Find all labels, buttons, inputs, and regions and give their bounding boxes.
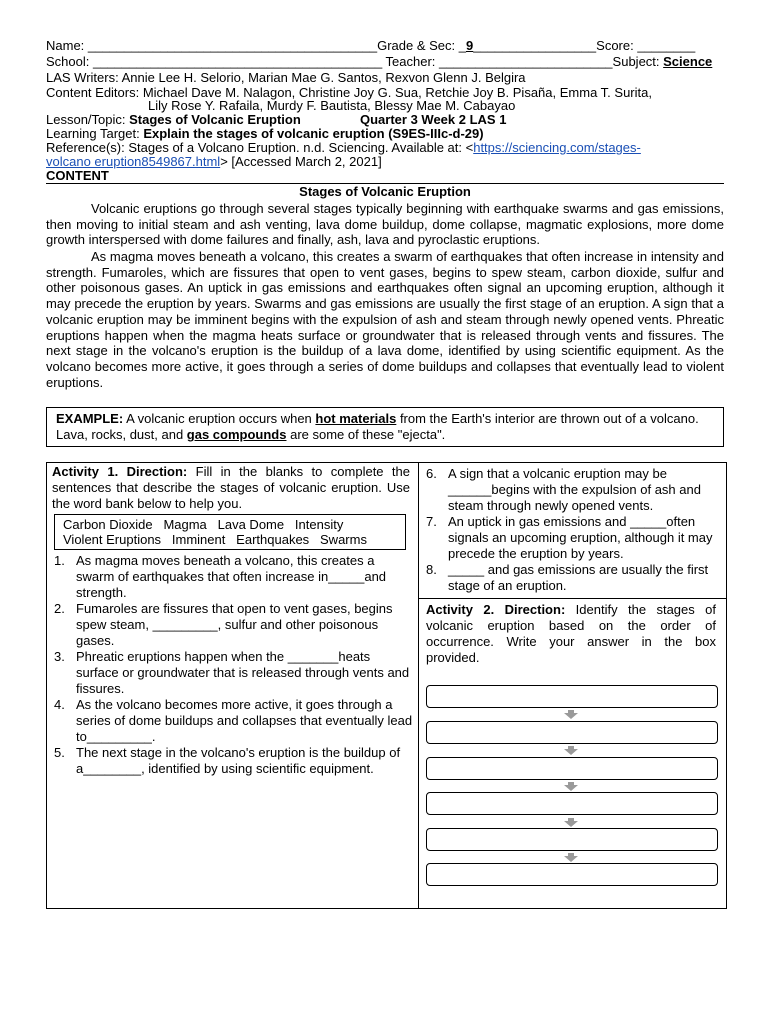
activity1-direction xyxy=(52,464,410,512)
item-number: 6. xyxy=(426,466,437,481)
activity1-direction-text: Fill in the blanks to complete the sentences that describe the stages of volcanic eruption. Use the word bank below to help you. xyxy=(52,464,410,511)
subject-value: Science xyxy=(663,54,713,69)
reference-link-cont[interactable]: volcano eruption8549867.html xyxy=(46,154,221,169)
example-box xyxy=(46,407,724,447)
example-hot-materials: hot materials xyxy=(315,411,397,426)
list-item xyxy=(48,697,414,745)
quarter-label: Quarter 3 Week 2 LAS 1 xyxy=(360,112,507,127)
item-text: A sign that a volcanic eruption may be ______begins with the expulsion of ash and steam through newly opened vents. xyxy=(448,466,701,513)
editors-line-2: Lily Rose Y. Rafaila, Murdy F. Bautista, Blessy Mae M. Cabayao xyxy=(148,98,516,113)
name-score-line xyxy=(46,38,726,54)
item-text: Phreatic eruptions happen when the _______heats surface or groundwater that is released through vents and fissures. xyxy=(76,649,410,696)
list-item xyxy=(48,745,414,777)
activity2-direction-text: Identify the stages of volcanic eruption based on the order of occurrence. Write your answer in the box provided. xyxy=(426,602,717,665)
activity-right-divider xyxy=(418,598,727,599)
grade-label: Grade & Sec: _ xyxy=(377,38,466,53)
reference-text: Reference(s): Stages of a Volcano Eruption. n.d. Sciencing. Available at: < xyxy=(46,140,474,155)
word-bank-row-1: Carbon Dioxide Magma Lava Dome Intensity xyxy=(63,517,344,532)
activity2-label: Activity 2. Direction: xyxy=(426,602,566,617)
activity2-direction xyxy=(426,602,716,666)
example-label: EXAMPLE: xyxy=(56,411,124,426)
subject-label: Subject: xyxy=(612,54,664,69)
answer-box-1[interactable] xyxy=(426,685,718,708)
school-line xyxy=(46,54,726,70)
item-text: As magma moves beneath a volcano, this creates a swarm of earthquakes that often increase in_____and strength. xyxy=(76,553,387,600)
down-arrow-icon xyxy=(564,818,578,827)
item-text: As the volcano becomes more active, it goes through a series of dome buildups and collapses that eventually lead to_________. xyxy=(76,697,413,744)
item-number: 8. xyxy=(426,562,437,577)
grade-value: 9 xyxy=(466,38,474,53)
word-bank xyxy=(54,514,406,550)
answer-box-3[interactable] xyxy=(426,757,718,780)
school-teacher-label: School: ________________________________________ Teacher: ________________________ xyxy=(46,54,613,69)
target-value: Explain the stages of volcanic eruption (S9ES-IIIc-d-29) xyxy=(143,126,484,141)
activity-divider xyxy=(418,462,419,909)
name-label: Name: ________________________________________ xyxy=(46,38,378,53)
item-number: 5. xyxy=(54,745,65,760)
activity1-label: Activity 1. Direction: xyxy=(52,464,188,479)
item-number: 7. xyxy=(426,514,437,529)
item-number: 2. xyxy=(54,601,65,616)
list-item xyxy=(48,553,414,601)
item-text: _____ and gas emissions are usually the first stage of an eruption. xyxy=(448,562,709,593)
example-text-2: from the Earth's interior are thrown out of a volcano. Lava, rocks, dust, and xyxy=(56,411,699,442)
editors-line-1: Content Editors: Michael Dave M. Nalagon, Christine Joy G. Sua, Retchie Joy B. Pisaña, Emma T. Surita, xyxy=(46,85,652,100)
example-gas-compounds: gas compounds xyxy=(186,427,287,442)
example-text: A volcanic eruption occurs when xyxy=(123,411,316,426)
down-arrow-icon xyxy=(564,746,578,755)
list-item xyxy=(420,466,720,514)
list-item xyxy=(420,514,720,562)
reference-link[interactable]: https://sciencing.com/stages- xyxy=(473,140,641,155)
list-item xyxy=(48,601,414,649)
score-label: Score: ________ xyxy=(596,38,696,53)
content-paragraph-2: As magma moves beneath a volcano, this creates a swarm of earthquakes that often increase in intensity and strength. Fumaroles, which are fissures that open to vent gases, begins to spew steam, carbon dioxide, sulfur and other poisonous gases. An uptick in gas emissions and earthquakes often signal an upcoming eruption, although it may precede the eruption by years. Swarms and gas emissions are usually the first stage of an eruption. A sign that a volcanic eruption may be imminent begins with the expulsion of ash and steam through newly opened vents. Phreatic eruptions happen when the magma heats surface or groundwater that is released through vents and fissures. The next stage in the volcano's eruption is the buildup of a lava dome, identified by using scientific equipment. As the volcano becomes more active, it goes through a series of dome buildups and collapses that eventually lead to violent eruptions. xyxy=(46,249,724,390)
word-bank-row-2: Violent Eruptions Imminent Earthquakes Swarms xyxy=(63,532,367,547)
item-text: The next stage in the volcano's eruption is the buildup of a________, identified by using scientific equipment. xyxy=(76,745,401,776)
item-number: 1. xyxy=(54,553,65,568)
down-arrow-icon xyxy=(564,853,578,862)
list-item xyxy=(420,562,720,594)
content-title: Stages of Volcanic Eruption xyxy=(299,184,471,199)
answer-box-2[interactable] xyxy=(426,721,718,744)
lesson-label: Lesson/Topic: xyxy=(46,112,130,127)
item-number: 4. xyxy=(54,697,65,712)
answer-box-5[interactable] xyxy=(426,828,718,851)
target-label: Learning Target: xyxy=(46,126,144,141)
down-arrow-icon xyxy=(564,710,578,719)
content-heading: CONTENT xyxy=(46,168,109,183)
item-text: Fumaroles are fissures that open to vent gases, begins spew steam, _________, sulfur and other poisonous gases. xyxy=(76,601,393,648)
item-number: 3. xyxy=(54,649,65,664)
activity1-list-right xyxy=(420,466,720,594)
content-heading-bar xyxy=(46,168,724,184)
activity1-list-left xyxy=(48,553,414,777)
writers-line: LAS Writers: Annie Lee H. Selorio, Marian Mae G. Santos, Rexvon Glenn J. Belgira xyxy=(46,70,526,85)
lesson-value: Stages of Volcanic Eruption xyxy=(129,112,301,127)
grade-blank: _________________ xyxy=(473,38,597,53)
content-paragraph-1: Volcanic eruptions go through several stages typically beginning with earthquake swarms and gas emissions, then moving to initial steam and ash venting, lava dome buildup, dome collapse, magmatic explosions, more dome growth interspersed with dome failures and finally, ash, lava and pyroclastic eruptions. xyxy=(46,201,724,248)
answer-box-4[interactable] xyxy=(426,792,718,815)
list-item xyxy=(48,649,414,697)
item-text: An uptick in gas emissions and _____often signals an upcoming eruption, although it may precede the eruption by years. xyxy=(448,514,713,561)
down-arrow-icon xyxy=(564,782,578,791)
answer-box-6[interactable] xyxy=(426,863,718,886)
reference-accessed: > [Accessed March 2, 2021] xyxy=(220,154,382,169)
example-text-3: are some of these "ejecta". xyxy=(286,427,446,442)
